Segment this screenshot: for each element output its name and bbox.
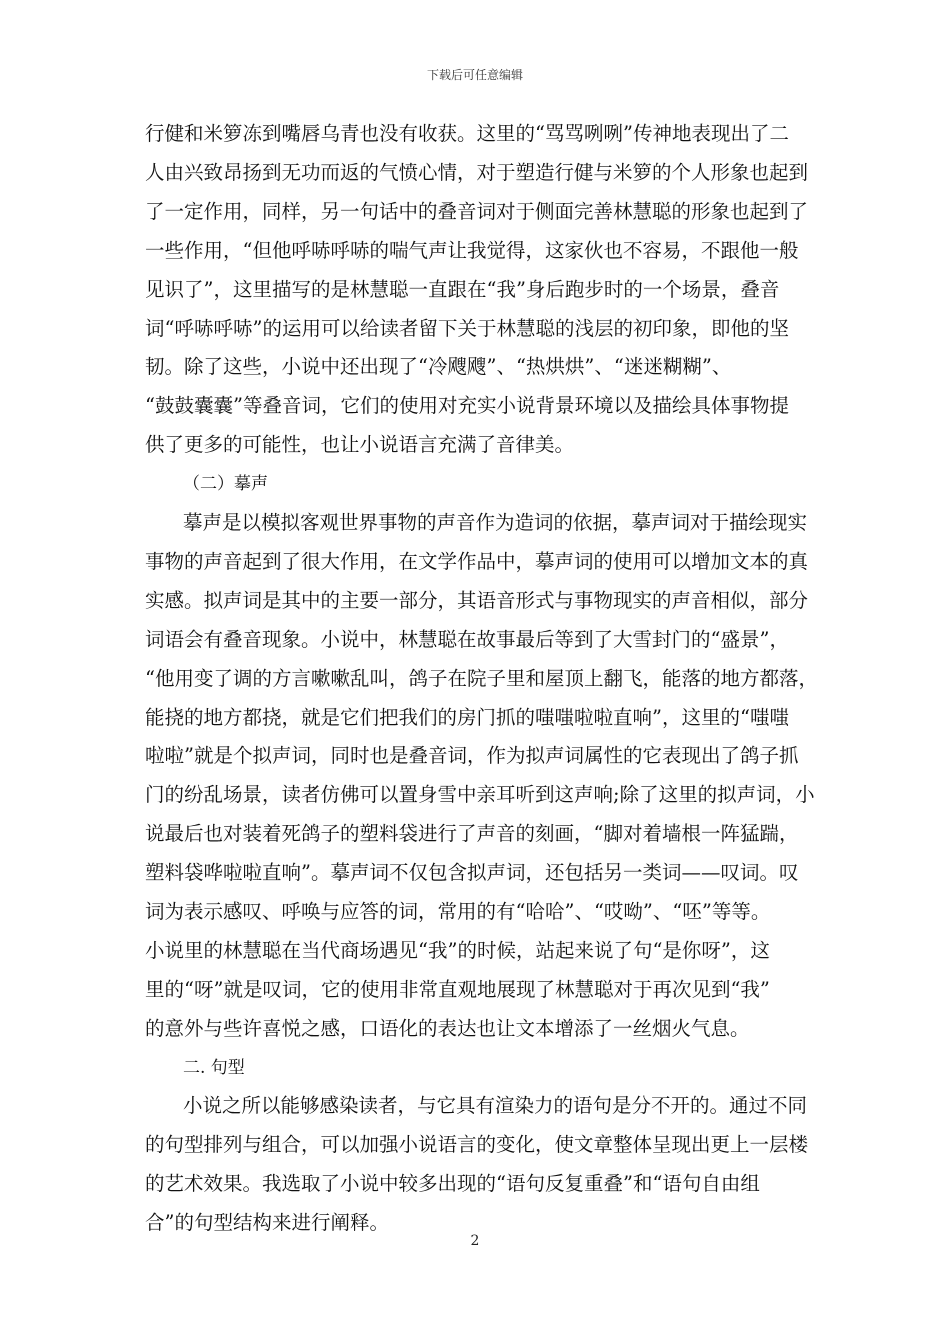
text-line: 见识了”，这里描写的是林慧聪一直跟在“我”身后跑步时的一个场景，叠音 [145,278,780,301]
text-line: 人由兴致昂扬到无功而返的气愤心情，对于塑造行健与米箩的个人形象也起到 [145,161,809,184]
text-line: 行健和米箩冻到嘴唇乌青也没有收获。这里的“骂骂咧咧”传神地表现出了二 [145,122,789,145]
text-line: 说最后也对装着死鸽子的塑料袋进行了声音的刻画，“脚对着墙根一阵猛踹， [145,822,799,845]
text-line: 的意外与些许喜悦之感，口语化的表达也让文本增添了一丝烟火气息。 [145,1017,750,1040]
section-heading: （二）摹声 [183,474,268,494]
text-line: 能挠的地方都挠，就是它们把我们的房门抓的嗤嗤啦啦直响”，这里的“嗤嗤 [145,706,789,729]
section-heading: 二. 句型 [183,1058,245,1078]
page-number: 2 [470,1233,480,1249]
text-line: 韧。除了这些，小说中还出现了“冷飕飕”、“热烘烘”、“迷迷糊糊”、 [145,355,732,378]
text-line: 摹声是以模拟客观世界事物的声音作为造词的依据，摹声词对于描绘现实 [183,511,808,534]
text-line: 门的纷乱场景，读者仿佛可以置身雪中亲耳听到这声响;除了这里的拟声词，小 [145,783,815,806]
text-line: “他用变了调的方言嗽嗽乱叫，鸽子在院子里和屋顶上翻飞，能落的地方都落， [145,667,818,690]
text-line: 供了更多的可能性，也让小说语言充满了音律美。 [145,433,575,456]
text-line: 小说里的林慧聪在当代商场遇见“我”的时候，站起来说了句“是你呀”，这 [145,939,770,962]
text-line: 一些作用，“但他呼哧呼哧的喘气声让我觉得，这家伙也不容易，不跟他一般 [145,239,799,262]
text-line: 词“呼哧呼哧”的运用可以给读者留下关于林慧聪的浅层的初印象，即他的坚 [145,317,789,340]
text-line: 合”的句型结构来进行阐释。 [145,1211,389,1234]
text-line: 啦啦”就是个拟声词，同时也是叠音词，作为拟声词属性的它表现出了鸽子抓 [145,744,799,767]
text-line: 塑料袋哗啦啦直响”。摹声词不仅包含拟声词，还包括另一类词——叹词。叹 [145,861,799,884]
page-header: 下载后可任意编辑 [426,68,523,82]
text-line: 里的“呀”就是叹词，它的使用非常直观地展现了林慧聪对于再次见到“我” [145,978,770,1001]
text-line: 词为表示感叹、呼唤与应答的词，常用的有“哈哈”、“哎呦”、“呸”等等。 [145,900,771,923]
text-line: 事物的声音起到了很大作用，在文学作品中，摹声词的使用可以增加文本的真 [145,550,809,573]
text-line: 了一定作用，同样，另一句话中的叠音词对于侧面完善林慧聪的形象也起到了 [145,200,809,223]
text-line: 的句型排列与组合，可以加强小说语言的变化，使文章整体呈现出更上一层楼 [145,1133,809,1156]
text-line: 的艺术效果。我选取了小说中较多出现的“语句反复重叠”和“语句自由组 [145,1172,760,1195]
text-line: 小说之所以能够感染读者，与它具有渲染力的语句是分不开的。通过不同 [183,1094,808,1117]
text-line: 实感。拟声词是其中的主要一部分，其语音形式与事物现实的声音相似，部分 [145,589,809,612]
text-line: 词语会有叠音现象。小说中，林慧聪在故事最后等到了大雪封门的“盛景”， [145,628,789,651]
text-line: “鼓鼓囊囊”等叠音词，它们的使用对充实小说背景环境以及描绘具体事物提 [145,394,789,417]
